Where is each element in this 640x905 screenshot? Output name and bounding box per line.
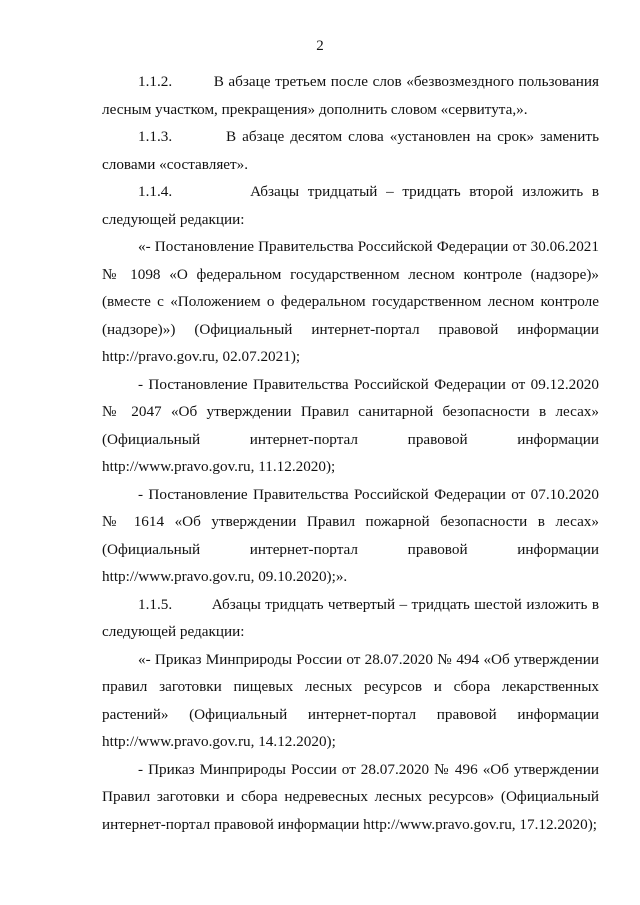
item-number: 1.1.5. xyxy=(138,595,173,613)
item-number: 1.1.3. xyxy=(138,128,173,145)
paragraph-quote-1614: - Постановление Правительства Российской Федерации от 07.10.2020 № 1614 «Об утверждении Правил пожарной безопасности в лесах» (Официальный интернет-портал правовой информации http://www.pravo.gov.ru, 09.10.2020);». xyxy=(102,485,599,585)
paragraph-text: В абзаце десятом слова «установлен на срок» заменить словами «составляет». xyxy=(102,128,599,173)
paragraph-quote-1098: «- Постановление Правительства Российской Федерации от 30.06.2021 № 1098 «О федеральном государственном лесном контроле (надзоре)» (вместе с «Положением о федеральном государственном лесном контроле (надзоре)») (Официальный интернет-портал правовой информации http://pravo.gov.ru, 02.07.2021); xyxy=(102,238,599,365)
paragraph-quote-496: - Приказ Минприроды России от 28.07.2020 № 496 «Об утверждении Правил заготовки и сбора недревесных лесных ресурсов» (Официальный интернет-портал правовой информации http://www.pravo.gov.ru, 17.12.2020); xyxy=(102,760,599,833)
paragraph-text: Абзацы тридцать четвертый – тридцать шестой изложить в следующей редакции: xyxy=(102,595,600,640)
paragraph-1-1-3 xyxy=(102,123,599,178)
paragraph-1-1-4 xyxy=(102,178,599,233)
item-number: 1.1.2. xyxy=(138,73,173,90)
paragraph-1-1-2 xyxy=(102,68,599,123)
paragraph-text: Абзацы тридцатый – тридцать второй изложить в следующей редакции: xyxy=(102,183,600,228)
paragraph-quote-2047: - Постановление Правительства Российской Федерации от 09.12.2020 № 2047 «Об утверждении Правил санитарной безопасности в лесах» (Официальный интернет-портал правовой информации http://www.pravo.gov.ru, 11.12.2020); xyxy=(102,375,599,475)
document-body xyxy=(102,68,599,838)
paragraph-text: В абзаце третьем после слов «безвозмездного пользования лесным участком, прекращения» дополнить словом «сервитута,». xyxy=(102,73,600,118)
paragraph-quote-494: «- Приказ Минприроды России от 28.07.2020 № 494 «Об утверждении правил заготовки пищевых лесных ресурсов и сбора лекарственных растений» (Официальный интернет-портал правовой информации http://www.pravo.gov.ru, 14.12.2020); xyxy=(102,650,599,750)
item-number: 1.1.4. xyxy=(138,183,173,200)
page-number: 2 xyxy=(316,38,324,54)
paragraph-1-1-5 xyxy=(102,591,599,646)
